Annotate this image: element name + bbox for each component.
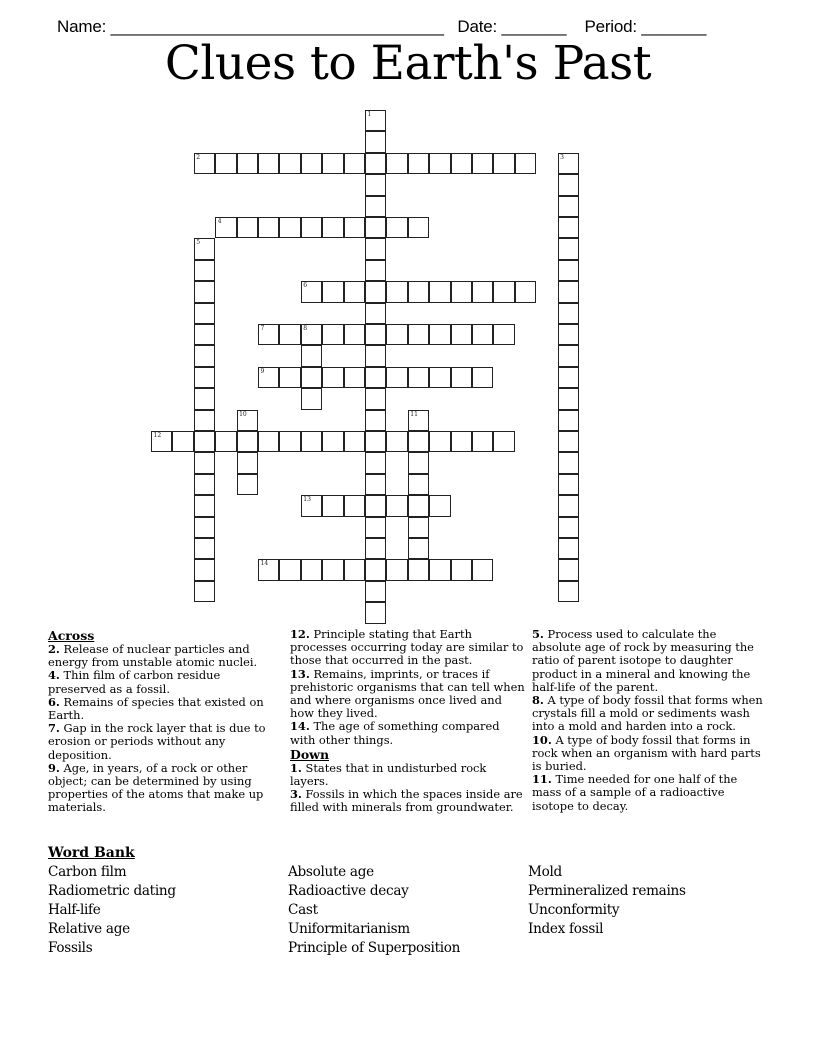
clue-number: 14 — [260, 560, 269, 568]
crossword-cell[interactable] — [365, 196, 386, 217]
crossword-cell[interactable] — [301, 431, 322, 452]
crossword-cell[interactable] — [408, 559, 429, 580]
crossword-cell[interactable] — [322, 217, 343, 238]
down-heading: Down — [290, 746, 330, 762]
crossword-cell[interactable] — [365, 431, 386, 452]
crossword-cell[interactable] — [386, 495, 407, 516]
crossword-cell[interactable] — [365, 538, 386, 559]
word-bank-item: Carbon film — [48, 864, 127, 880]
name-field-label: Name: ____________________________________ — [57, 17, 444, 36]
crossword-cell[interactable] — [301, 217, 322, 238]
word-bank-heading: Word Bank — [48, 845, 135, 861]
crossword-cell[interactable] — [558, 153, 579, 174]
clue-number: 4 — [217, 218, 222, 225]
word-bank-item: Unconformity — [528, 902, 620, 918]
crossword-cell[interactable] — [451, 431, 472, 452]
crossword-cell[interactable] — [344, 281, 365, 302]
crossword-cell[interactable] — [279, 153, 300, 174]
crossword-cell[interactable] — [558, 538, 579, 559]
crossword-cell[interactable] — [408, 517, 429, 538]
crossword-cell[interactable] — [408, 452, 429, 473]
crossword-cell[interactable] — [237, 431, 258, 452]
crossword-cell[interactable] — [172, 431, 193, 452]
word-bank-column-1 — [48, 863, 176, 958]
crossword-cell[interactable] — [451, 324, 472, 345]
crossword-cell[interactable] — [386, 217, 407, 238]
crossword-cell[interactable] — [558, 196, 579, 217]
clue-number: 2 — [196, 153, 201, 161]
word-bank-item: Mold — [528, 864, 562, 880]
crossword-cell[interactable] — [194, 367, 215, 388]
crossword-cell[interactable] — [194, 388, 215, 409]
word-bank-item: Absolute age — [288, 864, 374, 880]
crossword-cell[interactable] — [322, 324, 343, 345]
crossword-cell[interactable] — [279, 431, 300, 452]
crossword-cell[interactable] — [558, 452, 579, 473]
crossword-cell[interactable] — [194, 303, 215, 324]
crossword-cell[interactable] — [258, 324, 279, 345]
crossword-cell[interactable] — [365, 238, 386, 259]
crossword-cell[interactable] — [365, 388, 386, 409]
crossword-cell[interactable] — [558, 474, 579, 495]
crossword-cell[interactable] — [215, 217, 236, 238]
crossword-cell[interactable] — [408, 217, 429, 238]
crossword-cell[interactable] — [194, 281, 215, 302]
crossword-cell[interactable] — [472, 324, 493, 345]
clue-down-8: 8. A type of body fossil that forms when crystals fill a mold or sediments wash into a mold and harden into a rock. — [532, 693, 763, 734]
crossword-cell[interactable] — [408, 324, 429, 345]
crossword-cell[interactable] — [558, 517, 579, 538]
crossword-cell[interactable] — [194, 238, 215, 259]
crossword-cell[interactable] — [472, 367, 493, 388]
word-bank-item: Radiometric dating — [48, 883, 176, 899]
crossword-cell[interactable] — [365, 281, 386, 302]
crossword-cell[interactable] — [322, 431, 343, 452]
clues-column-2 — [290, 628, 528, 815]
crossword-cell[interactable] — [558, 174, 579, 195]
crossword-cell[interactable] — [429, 281, 450, 302]
word-bank-item: Uniformitarianism — [288, 921, 410, 937]
crossword-cell[interactable] — [472, 431, 493, 452]
crossword-cell[interactable] — [194, 324, 215, 345]
word-bank-column-2 — [288, 863, 460, 958]
clue-across-7: 7. Gap in the rock layer that is due to erosion or periods without any deposition. — [48, 721, 266, 762]
crossword-cell[interactable] — [408, 281, 429, 302]
date-field-label: Date: _______ — [457, 17, 567, 36]
clues-column-3 — [532, 628, 767, 813]
crossword-cell[interactable] — [322, 281, 343, 302]
crossword-cell[interactable] — [386, 153, 407, 174]
word-bank-item: Cast — [288, 902, 318, 918]
crossword-cell[interactable] — [365, 174, 386, 195]
crossword-cell[interactable] — [386, 281, 407, 302]
crossword-cell[interactable] — [344, 217, 365, 238]
crossword-cell[interactable] — [258, 153, 279, 174]
crossword-cell[interactable] — [237, 153, 258, 174]
crossword-cell[interactable] — [344, 495, 365, 516]
crossword-cell[interactable] — [386, 431, 407, 452]
crossword-cell[interactable] — [344, 153, 365, 174]
crossword-cell[interactable] — [279, 324, 300, 345]
clue-number: 11 — [410, 410, 418, 418]
crossword-cell[interactable] — [194, 345, 215, 366]
crossword-cell[interactable] — [301, 367, 322, 388]
crossword-cell[interactable] — [386, 559, 407, 580]
crossword-cell[interactable] — [279, 367, 300, 388]
crossword-cell[interactable] — [558, 260, 579, 281]
crossword-cell[interactable] — [386, 324, 407, 345]
crossword-cell[interactable] — [258, 217, 279, 238]
clue-down-1: 1. States that in undisturbed rock layers. — [290, 760, 487, 789]
word-bank-item: Half-life — [48, 902, 101, 918]
word-bank-item: Principle of Superposition — [288, 940, 461, 956]
crossword-cell[interactable] — [472, 559, 493, 580]
clue-across-6: 6. Remains of species that existed on Earth. — [48, 694, 264, 723]
clue-down-3: 3. Fossils in which the spaces inside are filled with minerals from groundwater. — [290, 787, 523, 815]
crossword-cell[interactable] — [558, 410, 579, 431]
crossword-cell[interactable] — [558, 495, 579, 516]
crossword-cell[interactable] — [558, 217, 579, 238]
word-bank-item: Fossils — [48, 940, 93, 956]
crossword-cell[interactable] — [365, 260, 386, 281]
crossword-cell[interactable] — [408, 431, 429, 452]
crossword-cell[interactable] — [429, 559, 450, 580]
crossword-cell[interactable] — [365, 474, 386, 495]
crossword-cell[interactable] — [365, 517, 386, 538]
clue-number: 6 — [303, 282, 308, 290]
crossword-cell[interactable] — [451, 367, 472, 388]
crossword-cell[interactable] — [493, 431, 514, 452]
crossword-cell[interactable] — [408, 153, 429, 174]
clue-down-5: 5. Process used to calculate the absolute age of rock by measuring the ratio of parent isotope to daughter product in a mineral and knowing the half-life of the parent. — [532, 627, 754, 694]
across-heading: Across — [48, 628, 95, 643]
crossword-cell[interactable] — [194, 452, 215, 473]
crossword-cell[interactable] — [558, 281, 579, 302]
word-bank-item: Index fossil — [528, 921, 604, 937]
crossword-cell[interactable] — [429, 431, 450, 452]
word-bank-item: Permineralized remains — [528, 883, 686, 899]
crossword-cell[interactable] — [408, 495, 429, 516]
clue-across-14: 14. The age of something compared with other things. — [290, 719, 500, 747]
crossword-cell[interactable] — [386, 367, 407, 388]
crossword-cell[interactable] — [365, 367, 386, 388]
crossword-cell[interactable] — [408, 410, 429, 431]
crossword-cell[interactable] — [472, 153, 493, 174]
crossword-cell[interactable] — [365, 303, 386, 324]
crossword-cell[interactable] — [322, 559, 343, 580]
crossword-cell[interactable] — [215, 153, 236, 174]
crossword-cell[interactable] — [558, 324, 579, 345]
crossword-cell[interactable] — [194, 474, 215, 495]
clues-column-1 — [48, 628, 273, 815]
crossword-cell[interactable] — [429, 153, 450, 174]
crossword-grid — [151, 110, 601, 630]
crossword-cell[interactable] — [472, 281, 493, 302]
clue-down-10: 10. A type of body fossil that forms in rock when an organism with hard parts is buried. — [532, 732, 761, 774]
crossword-cell[interactable] — [365, 410, 386, 431]
crossword-cell[interactable] — [301, 281, 322, 302]
crossword-cell[interactable] — [279, 217, 300, 238]
crossword-cell[interactable] — [194, 431, 215, 452]
crossword-cell[interactable] — [558, 581, 579, 602]
clue-number: 9 — [260, 367, 265, 375]
crossword-cell[interactable] — [194, 410, 215, 431]
crossword-cell[interactable] — [365, 324, 386, 345]
crossword-cell[interactable] — [237, 474, 258, 495]
crossword-cell[interactable] — [194, 153, 215, 174]
crossword-cell[interactable] — [215, 431, 236, 452]
crossword-cell[interactable] — [558, 388, 579, 409]
clue-across-12: 12. Principle stating that Earth processes occurring today are similar to those that occurred in the past. — [290, 627, 524, 668]
crossword-cell[interactable] — [301, 153, 322, 174]
crossword-cell[interactable] — [258, 431, 279, 452]
crossword-cell[interactable] — [493, 281, 514, 302]
crossword-cell[interactable] — [194, 538, 215, 559]
crossword-cell[interactable] — [493, 324, 514, 345]
crossword-cell[interactable] — [365, 345, 386, 366]
crossword-cell[interactable] — [429, 495, 450, 516]
crossword-cell[interactable] — [365, 495, 386, 516]
clue-number: 12 — [153, 432, 162, 439]
crossword-cell[interactable] — [258, 367, 279, 388]
crossword-cell[interactable] — [558, 303, 579, 324]
crossword-cell[interactable] — [558, 431, 579, 452]
word-bank-item: Relative age — [48, 921, 130, 937]
clue-number: 1 — [367, 111, 372, 118]
crossword-cell[interactable] — [558, 559, 579, 580]
crossword-cell[interactable] — [365, 131, 386, 152]
crossword-cell[interactable] — [558, 238, 579, 259]
crossword-cell[interactable] — [301, 324, 322, 345]
crossword-cell[interactable] — [451, 153, 472, 174]
crossword-cell[interactable] — [194, 260, 215, 281]
crossword-cell[interactable] — [365, 452, 386, 473]
crossword-cell[interactable] — [301, 388, 322, 409]
crossword-cell[interactable] — [344, 324, 365, 345]
period-field-label: Period: _______ — [584, 17, 707, 36]
crossword-cell[interactable] — [258, 559, 279, 580]
crossword-cell[interactable] — [301, 345, 322, 366]
clue-number: 10 — [239, 410, 247, 418]
crossword-cell[interactable] — [408, 367, 429, 388]
crossword-cell[interactable] — [194, 495, 215, 516]
crossword-cell[interactable] — [151, 431, 172, 452]
crossword-cell[interactable] — [194, 517, 215, 538]
crossword-cell[interactable] — [408, 474, 429, 495]
crossword-cell[interactable] — [408, 538, 429, 559]
crossword-cell[interactable] — [515, 153, 536, 174]
crossword-cell[interactable] — [365, 581, 386, 602]
crossword-cell[interactable] — [558, 367, 579, 388]
crossword-cell[interactable] — [301, 559, 322, 580]
crossword-cell[interactable] — [493, 153, 514, 174]
crossword-cell[interactable] — [365, 110, 386, 131]
clue-down-11: 11. Time needed for one half of the mass of a sample of a radioactive isotope to decay. — [532, 772, 738, 813]
clue-across-9: 9. Age, in years, of a rock or other object; can be determined by using properties of the atoms that make up materials. — [48, 760, 264, 815]
word-bank-column-3 — [528, 863, 686, 939]
clue-number: 8 — [303, 325, 308, 332]
crossword-cell[interactable] — [344, 559, 365, 580]
crossword-cell[interactable] — [322, 153, 343, 174]
clue-number: 5 — [196, 239, 201, 247]
crossword-cell[interactable] — [365, 153, 386, 174]
crossword-cell[interactable] — [322, 367, 343, 388]
crossword-cell[interactable] — [237, 217, 258, 238]
crossword-cell[interactable] — [194, 581, 215, 602]
crossword-cell[interactable] — [365, 602, 386, 623]
crossword-cell[interactable] — [344, 431, 365, 452]
crossword-cell[interactable] — [194, 559, 215, 580]
clue-across-4: 4. Thin film of carbon residue preserved as a fossil. — [48, 668, 221, 696]
crossword-cell[interactable] — [237, 410, 258, 431]
crossword-cell[interactable] — [429, 367, 450, 388]
crossword-cell[interactable] — [451, 281, 472, 302]
clue-across-13: 13. Remains, imprints, or traces if prehistoric organisms that can tell when and where organisms once lived and how they lived. — [290, 666, 525, 721]
crossword-cell[interactable] — [515, 281, 536, 302]
clue-number: 13 — [303, 496, 311, 504]
crossword-cell[interactable] — [365, 217, 386, 238]
crossword-cell[interactable] — [322, 495, 343, 516]
crossword-cell[interactable] — [344, 367, 365, 388]
word-bank-item: Radioactive decay — [288, 883, 409, 899]
page-title: Clues to Earth's Past — [164, 36, 652, 91]
clue-across-2: 2. Release of nuclear particles and energy from unstable atomic nuclei. — [48, 642, 258, 670]
crossword-cell[interactable] — [301, 495, 322, 516]
crossword-cell[interactable] — [451, 559, 472, 580]
clue-number: 7 — [260, 325, 265, 332]
crossword-cell[interactable] — [237, 452, 258, 473]
crossword-cell[interactable] — [558, 345, 579, 366]
clue-number: 3 — [560, 153, 564, 161]
header — [48, 0, 706, 36]
crossword-cell[interactable] — [279, 559, 300, 580]
crossword-cell[interactable] — [429, 324, 450, 345]
crossword-cell[interactable] — [365, 559, 386, 580]
